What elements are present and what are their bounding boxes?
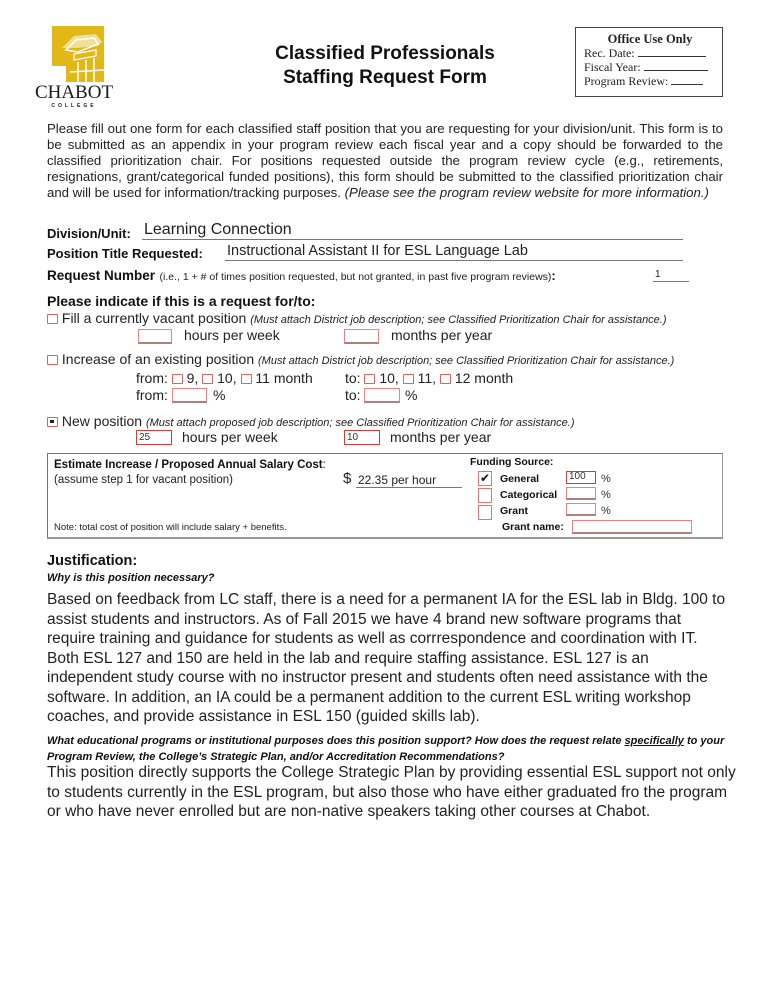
increase-option[interactable]: [47, 351, 674, 367]
categorical-label: Categorical: [500, 489, 558, 501]
categorical-pct-symbol: %: [601, 489, 611, 501]
title-line-1: Classified Professionals: [275, 43, 495, 64]
office-use-box: [575, 27, 723, 97]
categorical-pct-input[interactable]: [566, 487, 596, 500]
categorical-checkbox[interactable]: [478, 488, 492, 503]
increase-hint: (Must attach District job description; see Classified Prioritization Chair for assistance.): [258, 355, 675, 367]
logo-wordmark: CHABOT: [34, 82, 114, 103]
increase-to-months: [345, 370, 513, 386]
new-months-label: months per year: [390, 429, 492, 445]
new-position-label: New position: [61, 413, 143, 429]
vacant-hours-input[interactable]: [138, 329, 172, 344]
justification-question-1: Why is this position necessary?: [47, 572, 215, 584]
intro-paragraph: [47, 121, 723, 201]
vacant-months-label: months per year: [391, 327, 493, 343]
request-number-label-group: [47, 267, 556, 285]
to-pct-symbol: %: [405, 387, 418, 403]
position-row: [47, 242, 683, 262]
general-pct-symbol: %: [601, 473, 611, 485]
from-10-checkbox[interactable]: [202, 374, 213, 384]
new-months-input[interactable]: 10: [344, 430, 380, 445]
justification-answer-1[interactable]: Based on feedback from LC staff, there is a need for a permanent IA for the ESL lab in Bldg. 100 to assist students and instructors. As of Fall 2015 we have 4 brand new software programs that require training and guidance for students as well as corrrespondence and coordination with IT. Both ESL 127 and 150 are held in the lab and require staffing assistance. ESL 127 is an independent study course with no instructor present and students often need assistance with the software. In addition, an IA could be a permanent addition to the current ESL writing workshop coaches, and provide assistance in ESL 150 (guided skills lab).: [47, 591, 726, 725]
from-11-checkbox[interactable]: [241, 374, 252, 384]
to-10-label: 10,: [379, 370, 399, 386]
title-line-2: Staffing Request Form: [283, 67, 487, 88]
division-value: Learning Connection: [144, 221, 292, 238]
new-position-hint: (Must attach proposed job description; see Classified Prioritization Chair for assistance.): [145, 417, 575, 429]
chabot-logo-icon: [52, 26, 108, 82]
fiscal-year-label: Fiscal Year:: [584, 60, 641, 74]
justification-question-2: [47, 733, 737, 765]
general-checkbox[interactable]: ✔: [479, 471, 491, 485]
position-title-label: Position Title Requested:: [47, 246, 203, 261]
from-pct-label: from:: [136, 387, 168, 403]
vacant-hours-label: hours per week: [184, 327, 280, 343]
request-type-heading: Please indicate if this is a request for/to:: [47, 293, 316, 309]
justification-answer-2[interactable]: This position directly supports the College Strategic Plan by providing essential ESL support not only to students currently in the ESL program, but also those who have either graduated fro the program or who have never enrolled but are non-native speakers taking other courses at Chabot.: [47, 764, 736, 820]
new-hours-input[interactable]: 25: [136, 430, 172, 445]
logo-subtitle: COLLEGE: [51, 103, 97, 109]
to-10-checkbox[interactable]: [364, 374, 375, 384]
intro-note: (Please see the program review website for more information.): [344, 185, 709, 200]
to-11-checkbox[interactable]: [403, 374, 414, 384]
vacant-hint: (Must attach District job description; see Classified Prioritization Chair for assistance.): [250, 314, 667, 326]
salary-cost-subtext: (assume step 1 for vacant position): [54, 474, 233, 486]
from-pct-symbol: %: [213, 387, 226, 403]
vacant-checkbox[interactable]: [47, 314, 58, 324]
request-number-field[interactable]: [653, 267, 689, 282]
to-pct-label: to:: [345, 387, 361, 403]
justification-heading: Justification:: [47, 553, 138, 569]
q2-emphasis: specifically: [624, 735, 684, 747]
fiscal-year-blank: [644, 60, 708, 71]
request-number-row: [47, 264, 697, 284]
program-review-label: Program Review:: [584, 74, 669, 88]
vacant-months-input[interactable]: [344, 329, 379, 344]
increase-checkbox[interactable]: [47, 355, 58, 365]
to-label: to:: [345, 370, 361, 386]
salary-cost-heading: [54, 459, 326, 471]
grant-name-label: Grant name:: [502, 521, 564, 533]
vacant-option[interactable]: [47, 310, 667, 326]
salary-amount-field[interactable]: 22.35 per hour: [356, 473, 462, 488]
general-pct-input[interactable]: 100: [566, 471, 596, 484]
q2-part2: to your Program Review, the College’s Strategic Plan, and/or Accreditation Recommendations?: [47, 735, 725, 763]
vacant-label: Fill a currently vacant position: [61, 310, 247, 326]
division-field[interactable]: [142, 221, 683, 240]
from-11-label: 11 month: [255, 370, 313, 386]
request-number-value: 1: [655, 269, 661, 280]
division-row: [47, 221, 683, 241]
salary-cost-heading-text: Estimate Increase / Proposed Annual Salary Cost: [54, 459, 323, 471]
currency-symbol: $: [343, 470, 352, 487]
to-pct-input[interactable]: [364, 388, 400, 403]
new-hours-label: hours per week: [182, 429, 278, 445]
from-label: from:: [136, 370, 168, 386]
to-11-label: 11,: [417, 370, 437, 386]
from-9-label: 9,: [186, 370, 199, 386]
general-label: General: [500, 473, 540, 485]
request-number-label: Request Number: [47, 268, 156, 283]
grant-label: Grant: [500, 505, 529, 517]
page-title: [240, 42, 530, 90]
rec-date-label: Rec. Date:: [584, 46, 635, 60]
salary-cost-note: Note: total cost of position will include salary + benefits.: [54, 522, 287, 533]
position-title-value: Instructional Assistant II for ESL Language Lab: [227, 243, 528, 259]
rec-date-blank: [638, 46, 706, 57]
salary-cost-panel: [47, 453, 723, 539]
intro-text: Please fill out one form for each classified staff position that you are requesting for your division/unit. This form is to be submitted as an appendix in your program review each fiscal year and a copy should be forwarded to the classified prioritization chair. For positions requested outside the program review cycle (e.g., retirements, resignations, grant/categorical funded positions), this form should be submitted to the classified prioritization chair and will be used for information/tracking purposes.: [47, 121, 723, 200]
grant-pct-symbol: %: [601, 505, 611, 517]
new-position-option[interactable]: [47, 413, 575, 429]
division-label: Division/Unit:: [47, 226, 131, 241]
q2-part1: What educational programs or institutional purposes does this position support? How does the request relate: [47, 735, 625, 747]
to-12-checkbox[interactable]: [440, 374, 451, 384]
grant-pct-input[interactable]: [566, 503, 596, 516]
grant-checkbox[interactable]: [478, 505, 492, 520]
chabot-college-logo: [28, 24, 120, 110]
new-position-checkbox[interactable]: [47, 417, 58, 427]
office-use-heading: Office Use Only: [607, 32, 693, 46]
from-10-label: 10,: [217, 370, 237, 386]
from-pct-input[interactable]: [172, 388, 207, 403]
request-number-colon: :: [551, 268, 556, 283]
funding-source-heading: Funding Source:: [470, 456, 554, 468]
program-review-blank: [671, 74, 703, 85]
to-12-label: 12 month: [454, 370, 514, 386]
grant-name-input[interactable]: [572, 520, 692, 534]
increase-from-months: [136, 370, 313, 386]
from-9-checkbox[interactable]: [172, 374, 183, 384]
position-title-field[interactable]: [225, 242, 683, 261]
salary-cost-heading-colon: :: [322, 459, 326, 471]
increase-label: Increase of an existing position: [61, 351, 255, 367]
request-number-hint: (i.e., 1 + # of times position requested, but not granted, in past five program reviews): [159, 271, 552, 283]
